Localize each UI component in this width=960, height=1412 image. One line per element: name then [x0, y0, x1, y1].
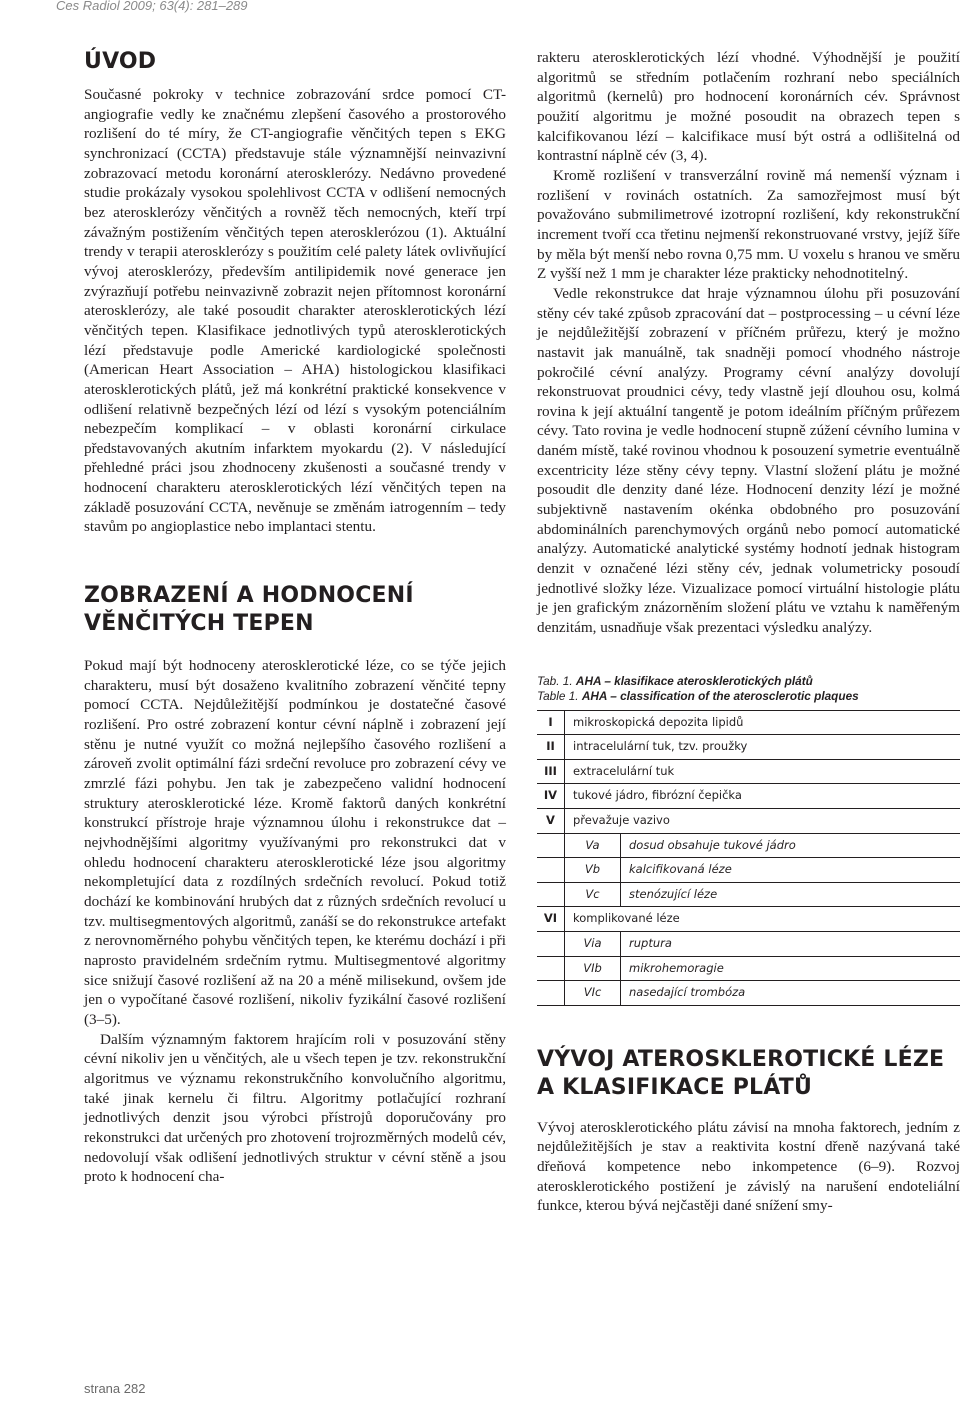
table-cell-type: I — [537, 710, 565, 735]
table-row — [537, 833, 960, 858]
table-row — [537, 784, 960, 809]
left-column — [84, 48, 506, 1187]
table-row — [537, 956, 960, 981]
journal-reference: Ces Radiol 2009; 63(4): 281–289 — [56, 0, 248, 13]
table-cell-description: dosud obsahuje tukové jádro — [629, 837, 796, 852]
table-cell-subtype: Vb — [565, 858, 621, 883]
table-cell-description: tukové jádro, fibrózní čepička — [573, 788, 742, 803]
table-cell-empty — [537, 882, 565, 907]
table-caption-cz — [537, 674, 960, 689]
table-cell-subtype: VIb — [565, 956, 621, 981]
table-row — [537, 882, 960, 907]
table-cell-description: převažuje vazivo — [573, 813, 670, 828]
table-caption-en-label: Table 1. — [537, 688, 579, 703]
table-row — [537, 759, 960, 784]
table-caption-en — [537, 689, 960, 704]
table-cell-empty — [537, 858, 565, 883]
table-row — [537, 907, 960, 932]
table-cell-type: V — [537, 809, 565, 834]
zobrazeni-paragraph-1: Pokud mají být hodnoceny aterosklerotické léze, co se týče jejich charakteru, musí být dosaženo kvalitního zobrazení věnčité tepny pomocí CCTA. Nejdůležitější podmínkou je dostatečné časové rozlišení. Pro ostré zobrazení kontur cévní náplně i zobrazení její stěnu je nutné využít co možná nejlepšího časového rozlišení a zároveň zvolit optimální fázi srdeční revoluce pro zobrazení cévy ve zmrzlé fázi pohybu. Jen tak je zabezpečeno validní hodnocení struktury aterosklerotické léze. Kromě faktorů daných konkrétní konstrukcí přístroje hraje významnou úlohu i rekonstrukce dat – nejvhodnějšími algoritmy využívanými pro rekonstrukci dat v ohledu hodnocení charakteru aterosklerotické léze jsou algoritmy nekompletující data z rozdílných srdečních revolucí. Pokud totiž dochází ke kombinování hrubých dat z různých srdečních revolucí u tzv. multisegmentových algoritmů, zanáší se do rekonstrukce artefakt z nerovnoměrného pohybu věnčitých tepen, ke kterému dochází i při naprosto pravidelném srdečním rytmu. Multisegmentové algoritmy sice snižují časové rozlišení až na 20 a méně milisekund, ovšem jde jen o vypočítané časové rozlišení, nikoliv fyzikální časové rozlišení (3–5). — [84, 657, 506, 1028]
resolution-paragraph: Kromě rozlišení v transverzální rovině má nemenší význam i rozlišení v rovinách ostatních. Za samozřejmost musí být považováno submilimetrové izotropní rozlišení, kdy rekonstrukční increment tvoří cca třetinu nejmenší rekonstruované vrstvy, jejíž šíře by měla být menší nebo rovna 0,75 mm. U voxelu s hranou ve směru Z vyšší než 1 mm je charakter léze prakticky nehodnotitelný. — [537, 166, 960, 283]
aha-classification-table — [537, 710, 960, 1006]
table-caption-cz-label: Tab. 1. — [537, 673, 573, 688]
table-cell-empty — [537, 956, 565, 981]
continued-paragraph: rakteru aterosklerotických lézí vhodné. Výhodnější je použití algoritmů se středním potlačením rozhraní nebo speciálních algoritmů (kernelů) pro hodnocení koronárních cév. Správnost použití algoritmu je možné posoudit na obrazech tepen s kalcifikovanou lézí – kalcifikace musí být ostrá a odlišitelná od kontrastní náplně cév (3, 4). — [537, 49, 960, 165]
table-cell-subtype: VIc — [565, 981, 621, 1006]
table-cell-subtype: Via — [565, 932, 621, 957]
table-row — [537, 858, 960, 883]
table-cell-description: intracelulární tuk, tzv. proužky — [573, 739, 748, 754]
table-cell-empty — [537, 833, 565, 858]
section-heading-uvod: ÚVOD — [84, 49, 157, 74]
table-row — [537, 710, 960, 735]
table-cell-description: stenózující léze — [629, 886, 718, 901]
table-cell-description: mikrohemoragie — [629, 960, 724, 975]
table-caption-cz-title: AHA – klasifikace aterosklerotických plátů — [575, 673, 813, 688]
table-cell-subtype: Va — [565, 833, 621, 858]
page-number: strana 282 — [84, 1381, 146, 1396]
right-column — [537, 48, 960, 1216]
table-cell-description: extracelulární tuk — [573, 763, 675, 778]
table-row — [537, 981, 960, 1006]
table-cell-empty — [537, 932, 565, 957]
table-cell-type: III — [537, 759, 565, 784]
table-cell-empty — [537, 981, 565, 1006]
table-cell-type: VI — [537, 907, 565, 932]
vyvoj-paragraph: Vývoj aterosklerotického plátu závisí na mnoha faktorech, jedním z nejdůležitějších je stav a reaktivita kostní dřeně nazývaná také dřeňová kompetence nebo inkompetence (6–9). Rozvoj aterosklerotického postižení je závislý na narušení endoteliální funkce, kterou bývá nejčastěji dané snížení smy- — [537, 1118, 960, 1215]
table-row — [537, 932, 960, 957]
section-heading-zobrazeni: ZOBRAZENÍ A HODNOCENÍ VĚNČITÝCH TEPEN — [84, 583, 414, 637]
table-caption — [537, 674, 960, 704]
table-row — [537, 809, 960, 834]
table-cell-description: mikroskopická depozita lipidů — [573, 714, 744, 729]
postprocessing-paragraph: Vedle rekonstrukce dat hraje významnou úlohu při posuzování stěny cév také způsob zpracování dat – postprocessing – u cévní léze je nejdůležitější zobrazení v příčném průřezu, který je možno nastavit jak manuálně, tak snadněji pomocí vhodného nástroje pokročilé cévní analýzy. Programy cévní analýzy dovolují rekonstruovat proudnici cévy, tedy vlastně její dlouhou osu, kolmá rovina k její aktuální tangentě je potom ideálním příčným průřezem cévy. Tato rovina je vedle hodnocení stupně zúžení cévního lumina v daném místě, také rovinou vhodnou k posouzení symetrie eventuálně excentricity léze stěny cévy tepny. Vlastní složení plátu je možné posoudit dle denzity dané léze. Hodnocení denzity lézí je možné subjektivně nastavením okénka obdobného pro posuzování abdominálních parenchymových orgánů nebo pomocí automatické analýzy. Automatické analytické systémy hodnotí jednak histogram denzit v označené lézi stěny cév, jednak volumetricky posoudí jednotlivé složky léze. Vizualizace pomocí virtuální histologie plátu je jen grafickým znázorněním složení plátu ve vztahu k naměřeným denzitám, usnadňuje však prezentaci výsledku analýzy. — [537, 284, 960, 637]
uvod-paragraph: Současné pokroky v technice zobrazování srdce pomocí CT-angiografie vedly ke značnému zlepšení časového a prostorového rozlišení do té míry, že CT-angiografie věnčitých tepen s EKG synchronizací (CCTA) představuje stále významnější neinvazivní zobrazovací metodu koronární aterosklerózy. Nedávno provedené studie prokázaly vysokou spolehlivost CCTA v odlišení nemocných bez aterosklerózy věnčitých a rovněž těch nemocných, kteří trpí závažným postižením věnčitých tepen aterosklerózou (1). Aktuální trendy v terapii aterosklerózy s použitím celé palety látek ovlivňující vývoj aterosklerózy, především antilipidemik nové generace jen zvýrazňují potřebu neinvazivně zobrazit nejen přítomnost koronární aterosklerózy, ale také posoudit charakter aterosklerotických lézí věnčitých tepen. Klasifikace jednotlivých typů aterosklerotických lézí představuje podle Americké kardiologické společnosti (American Heart Association – AHA) histologickou klasifikaci aterosklerotických plátů, jež má konkrétní praktické konsekvence v odlišení relativně bezpečných lézí od lézí s vysokým potenciálním nebezpečím komplikací – v oblasti koronární cirkulace představovaných akutním infarktem myokardu (2). V následující přehledné práci jsou zhodnoceny zkušenosti a současné trendy v hodnocení charakteru aterosklerotických lézí věnčitých tepen na základě posuzování CCTA, nevěnuje se změnám iatrogenním – tedy stavům po angioplastice nebo implantaci stentu. — [84, 86, 506, 536]
table-cell-description: nasedající trombóza — [629, 985, 746, 1000]
table-cell-type: II — [537, 735, 565, 760]
table-cell-description: ruptura — [629, 936, 672, 950]
table-cell-type: IV — [537, 784, 565, 809]
table-row — [537, 735, 960, 760]
table-caption-en-title: AHA – classification of the aterosclerotic plaques — [581, 688, 859, 703]
table-cell-description: komplikované léze — [573, 911, 680, 926]
table-cell-subtype: Vc — [565, 882, 621, 907]
zobrazeni-paragraph-2: Dalším významným faktorem hrajícím roli v posuzování stěny cévní nikoliv jen u věnčitých, ale u všech tepen je tzv. rekonstrukční algoritmus ve významu rekonstrukčního konvolučního algoritmu, také jinak kernelu či filtru. Algoritmy potlačující rozhraní jednotlivých denzit jsou výrobci přístrojů doporučovány pro rekonstrukci dat určených pro zhotovení trojrozměrných modelů cév, nedovolují však odlišení jednotlivých struktur v cévní stěně a jsou proto k hodnocení cha- — [84, 1030, 506, 1186]
table-cell-description: kalcifikovaná léze — [629, 862, 732, 877]
section-heading-vyvoj: VÝVOJ ATEROSKLEROTICKÉ LÉZE A KLASIFIKACE PLÁTŮ — [537, 1046, 945, 1100]
